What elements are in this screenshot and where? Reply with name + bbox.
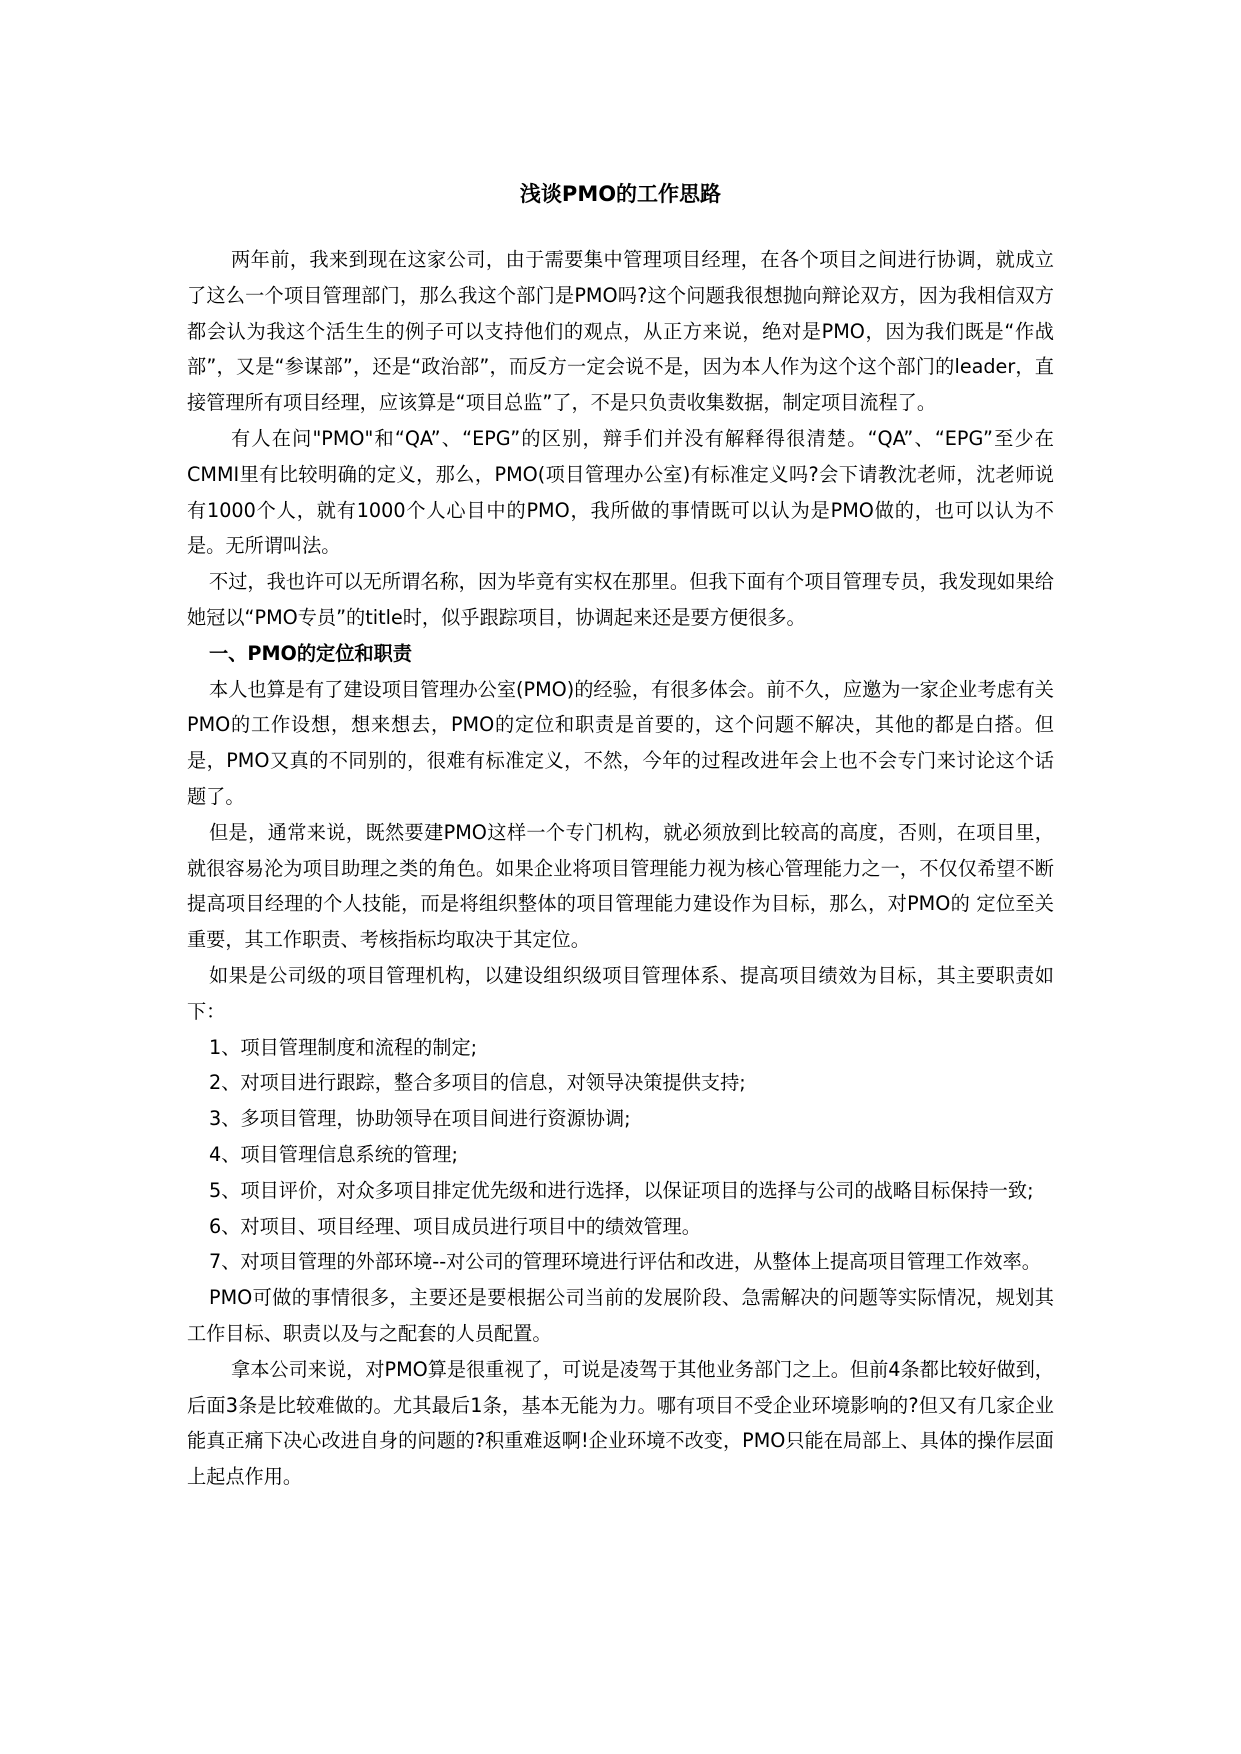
section-heading-positioning: 一、PMO的定位和职责 [209, 641, 412, 665]
paragraph-duties-intro: 如果是公司级的项目管理机构，以建设组织级项目管理体系、提高项目绩效为目标，其主要职责如下： [187, 963, 1054, 1023]
list-item-duty-6: 6、对项目、项目经理、项目成员进行项目中的绩效管理。 [209, 1214, 701, 1238]
paragraph-intro: 两年前，我来到现在这家公司，由于需要集中管理项目经理，在各个项目之间进行协调，就成立了这么一个项目管理部门，那么我这个部门是PMO吗?这个问题我很想抛向辩论双方，因为我相信双方都会认为我这个活生生的例子可以支持他们的观点，从正方来说，绝对是PMO，因为我们既是“作战部”，又是“参谋部”，还是“政治部”，而反方一定会说不是，因为本人作为这个这个部门的leader，直接管理所有项目经理，应该算是“项目总监”了，不是只负责收集数据，制定项目流程了。 [187, 248, 1054, 415]
paragraph-pmo-qa-epg: 有人在问"PMO"和“QA”、“EPG”的区别，辩手们并没有解释得很清楚。“QA”、“EPG”至少在CMMI里有比较明确的定义，那么，PMO(项目管理办公室)有标准定义吗?会下请教沈老师，沈老师说有1000个人，就有1000个人心目中的PMO，我所做的事情既可以认为是PMO做的，也可以认为不是。无所谓叫法。 [187, 426, 1054, 558]
paragraph-experience: 本人也算是有了建设项目管理办公室(PMO)的经验，有很多体会。前不久，应邀为一家企业考虑有关PMO的工作设想，想来想去，PMO的定位和职责是首要的，这个问题不解决，其他的都是白搭。但是，PMO又真的不同别的，很难有标准定义，不然，今年的过程改进年会上也不会专门来讨论这个话题了。 [187, 677, 1054, 808]
document-title: 浅谈PMO的工作思路 [519, 182, 722, 206]
paragraph-company-case: 拿本公司来说，对PMO算是很重视了，可说是凌驾于其他业务部门之上。但前4条都比较好做到，后面3条是比较难做的。尤其最后1条，基本无能为力。哪有项目不受企业环境影响的?但又有几家企业能真正痛下决心改进自身的问题的?积重难返啊!企业环境不改变，PMO只能在局部上、具体的操作层面上起点作用。 [187, 1357, 1054, 1489]
list-item-duty-3: 3、多项目管理，协助领导在项目间进行资源协调; [209, 1107, 631, 1131]
list-item-duty-2: 2、对项目进行跟踪，整合多项目的信息，对领导决策提供支持; [209, 1071, 746, 1095]
list-item-duty-1: 1、项目管理制度和流程的制定; [209, 1035, 478, 1059]
list-item-duty-4: 4、项目管理信息系统的管理; [209, 1142, 458, 1166]
list-item-duty-5: 5、项目评价，对众多项目排定优先级和进行选择，以保证项目的选择与公司的战略目标保持一致; [209, 1178, 1034, 1202]
paragraph-positioning-height: 但是，通常来说，既然要建PMO这样一个专门机构，就必须放到比较高的高度，否则，在项目里，就很容易沦为项目助理之类的角色。如果企业将项目管理能力视为核心管理能力之一，不仅仅希望不断提高项目经理的个人技能，而是将组织整体的项目管理能力建设作为目标，那么，对PMO的 定位至关重要，其工作职责、考核指标均取决于其定位。 [187, 820, 1054, 952]
paragraph-planning: PMO可做的事情很多，主要还是要根据公司当前的发展阶段、急需解决的问题等实际情况，规划其工作目标、职责以及与之配套的人员配置。 [187, 1286, 1054, 1345]
document-body [187, 242, 1054, 1495]
paragraph-title-naming: 不过，我也许可以无所谓名称，因为毕竟有实权在那里。但我下面有个项目管理专员，我发现如果给她冠以“PMO专员”的title时，似乎跟踪项目，协调起来还是要方便很多。 [187, 570, 1054, 629]
list-item-duty-7: 7、对项目管理的外部环境--对公司的管理环境进行评估和改进，从整体上提高项目管理工作效率。 [209, 1250, 1041, 1274]
